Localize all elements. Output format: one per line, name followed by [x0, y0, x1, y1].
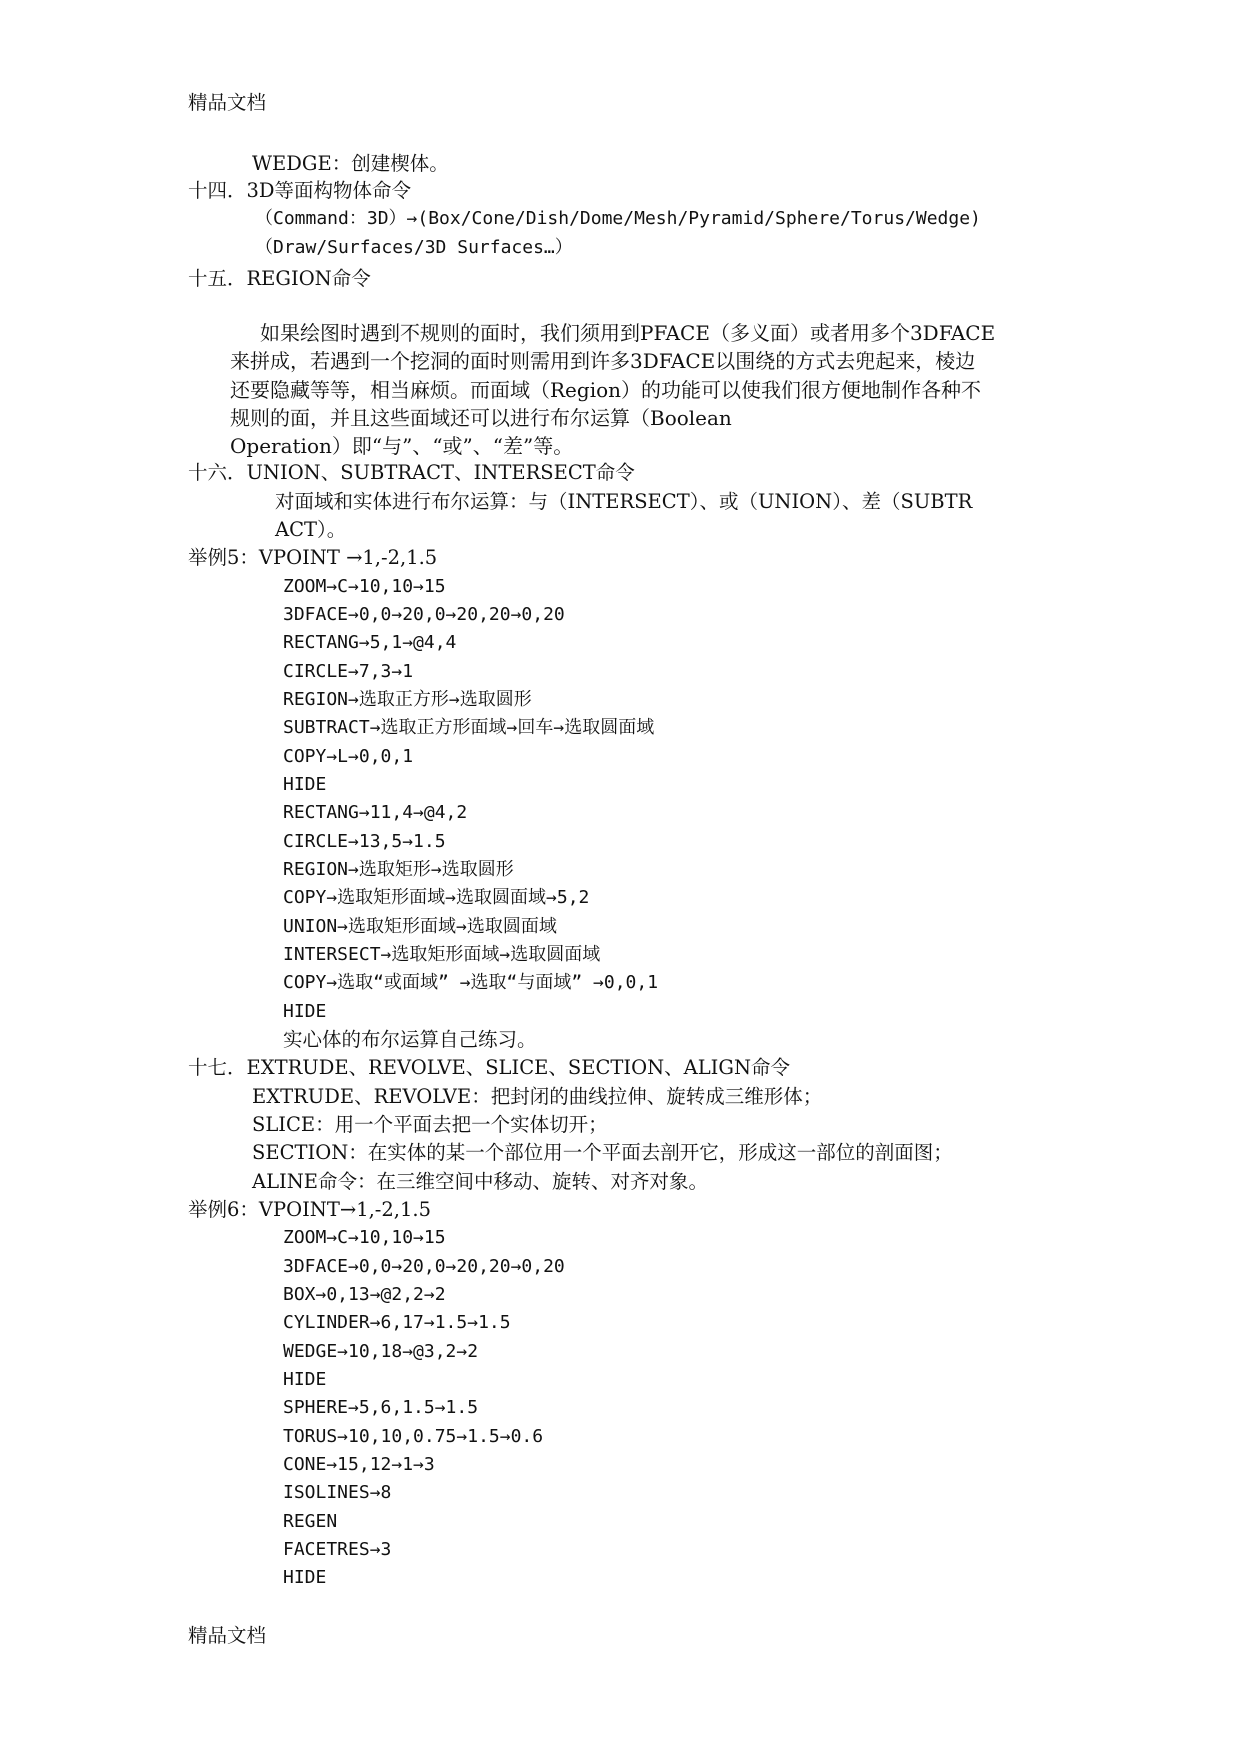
command-line: BOX→0,13→@2,2→2: [283, 1284, 446, 1305]
command-line: REGEN: [283, 1511, 338, 1532]
section-heading: 十五．REGION命令: [188, 267, 371, 290]
paragraph-line: 如果绘图时遇到不规则的面时，我们须用到PFACE（多义面）或者用多个3DFACE: [260, 321, 996, 345]
command-line: COPY→选取矩形面域→选取圆面域→5,2: [283, 887, 590, 908]
page-footer: 精品文档: [188, 1624, 267, 1647]
command-line: ISOLINES→8: [283, 1482, 392, 1503]
command-line: CIRCLE→7,3→1: [283, 661, 414, 682]
command-line: SUBTRACT→选取正方形面域→回车→选取圆面域: [283, 717, 655, 738]
example-heading: 举例5：VPOINT →1,-2,1.5: [188, 546, 438, 569]
command-line: COPY→L→0,0,1: [283, 746, 414, 767]
text-line: SECTION：在实体的某一个部位用一个平面去剖开它，形成这一部位的剖面图；: [252, 1141, 953, 1164]
command-line: REGION→选取矩形→选取圆形: [283, 859, 514, 880]
command-line: COPY→选取“或面域” →选取“与面域” →0,0,1: [283, 972, 659, 993]
command-line: REGION→选取正方形→选取圆形: [283, 689, 532, 710]
command-line: CYLINDER→6,17→1.5→1.5: [283, 1312, 511, 1333]
page-header: 精品文档: [188, 91, 267, 114]
text-line: SLICE：用一个平面去把一个实体切开；: [252, 1113, 608, 1136]
paragraph-line: 还要隐藏等等，相当麻烦。而面域（Region）的功能可以使我们很方便地制作各种不: [230, 378, 982, 402]
text-line: （Draw/Surfaces/3D Surfaces…）: [255, 237, 573, 258]
command-line: HIDE: [283, 774, 327, 795]
text-line: WEDGE：创建楔体。: [252, 152, 449, 175]
command-line: FACETRES→3: [283, 1539, 392, 1560]
command-line: RECTANG→5,1→@4,4: [283, 632, 457, 653]
command-line: WEDGE→10,18→@3,2→2: [283, 1341, 479, 1362]
command-line: RECTANG→11,4→@4,2: [283, 802, 468, 823]
text-line: EXTRUDE、REVOLVE：把封闭的曲线拉伸、旋转成三维形体；: [252, 1085, 823, 1108]
command-line: HIDE: [283, 1369, 327, 1390]
command-line: CONE→15,12→1→3: [283, 1454, 435, 1475]
command-line: ZOOM→C→10,10→15: [283, 1227, 446, 1248]
command-line: HIDE: [283, 1567, 327, 1588]
command-line: 3DFACE→0,0→20,0→20,20→0,20: [283, 604, 565, 625]
paragraph-line: 来拼成，若遇到一个挖洞的面时则需用到许多3DFACE以围绕的方式去兜起来，棱边: [230, 349, 976, 373]
command-line: INTERSECT→选取矩形面域→选取圆面域: [283, 944, 601, 965]
command-line: 3DFACE→0,0→20,0→20,20→0,20: [283, 1256, 565, 1277]
command-line: CIRCLE→13,5→1.5: [283, 831, 446, 852]
section-heading: 十四．3D等面构物体命令: [188, 179, 412, 202]
section-heading: 十六．UNION、SUBTRACT、INTERSECT命令: [188, 461, 635, 484]
text-line: ACT）。: [275, 518, 347, 541]
paragraph-line: Operation）即“与”、“或”、“差”等。: [230, 434, 574, 458]
command-line: TORUS→10,10,0.75→1.5→0.6: [283, 1426, 544, 1447]
command-line: SPHERE→5,6,1.5→1.5: [283, 1397, 479, 1418]
command-line: ZOOM→C→10,10→15: [283, 576, 446, 597]
text-line: （Command：3D）→(Box/Cone/Dish/Dome/Mesh/Pyramid/Sphere/Torus/Wedge): [255, 208, 981, 229]
paragraph-line: 规则的面，并且这些面域还可以进行布尔运算（Boolean: [230, 406, 732, 430]
example-heading: 举例6：VPOINT→1,-2,1.5: [188, 1198, 432, 1221]
text-line: 实心体的布尔运算自己练习。: [283, 1028, 537, 1051]
command-line: UNION→选取矩形面域→选取圆面域: [283, 916, 557, 937]
text-line: ALINE命令：在三维空间中移动、旋转、对齐对象。: [252, 1170, 709, 1193]
text-line: 对面域和实体进行布尔运算：与（INTERSECT）、或（UNION）、差（SUBTR: [275, 490, 973, 513]
command-line: HIDE: [283, 1001, 327, 1022]
section-heading: 十七．EXTRUDE、REVOLVE、SLICE、SECTION、ALIGN命令: [188, 1056, 791, 1079]
